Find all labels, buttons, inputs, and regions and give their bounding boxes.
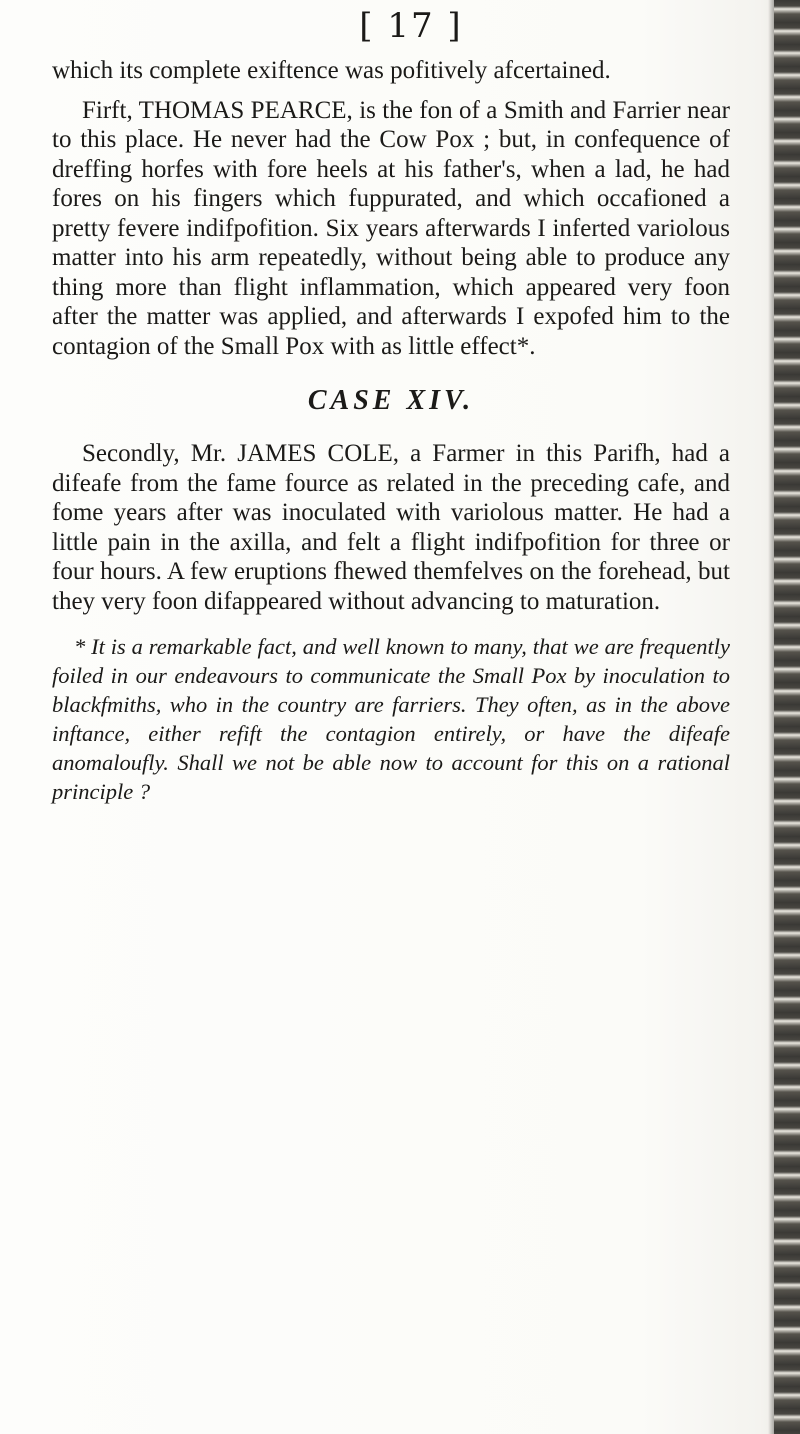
paragraph-continuation: which its complete exiftence was pofitively afcertained. bbox=[52, 57, 611, 84]
page-number-header: [ 17 ] bbox=[359, 6, 463, 46]
case-heading: CASE XIV. bbox=[307, 385, 475, 416]
paragraph-thomas-pearce: Firft, THOMAS PEARCE, is the fon of a Smith and Farrier near to this place. He never had the Cow Pox ; but, in confequence of dreffing horfes with fore heels at his father's, when a lad, he had fores on his fingers which fuppurated, and which occafioned a pretty fevere indifpofition. Six years afterwards I inferted variolous matter into his arm repeatedly, without being able to produce any thing more than flight inflammation, which appeared very foon after the matter was applied, and afterwards I expofed him to the contagion of the Small Pox with as little effect*. bbox=[52, 96, 730, 360]
footnote: * It is a remarkable fact, and well known to many, that we are frequently foiled in our endeavours to communicate the Small Pox by inoculation to blackfmiths, who in the country are farriers. They often, as in the above inftance, either refift the contagion entirely, or have the difeafe anomaloufly. Shall we not be able now to account for this on a rational principle ? bbox=[52, 634, 730, 804]
adjacent-page-edge bbox=[774, 0, 800, 1434]
page-text-block bbox=[52, 0, 730, 829]
paragraph-james-cole: Secondly, Mr. JAMES COLE, a Farmer in this Parifh, had a difeafe from the fame fource as related in the preceding cafe, and fome years after was inoculated with variolous matter. He had a little pain in the axilla, and felt a flight indifpofition for three or four hours. A few eruptions fhewed themfelves on the forehead, but they very foon difappeared without advancing to maturation. bbox=[52, 440, 730, 615]
